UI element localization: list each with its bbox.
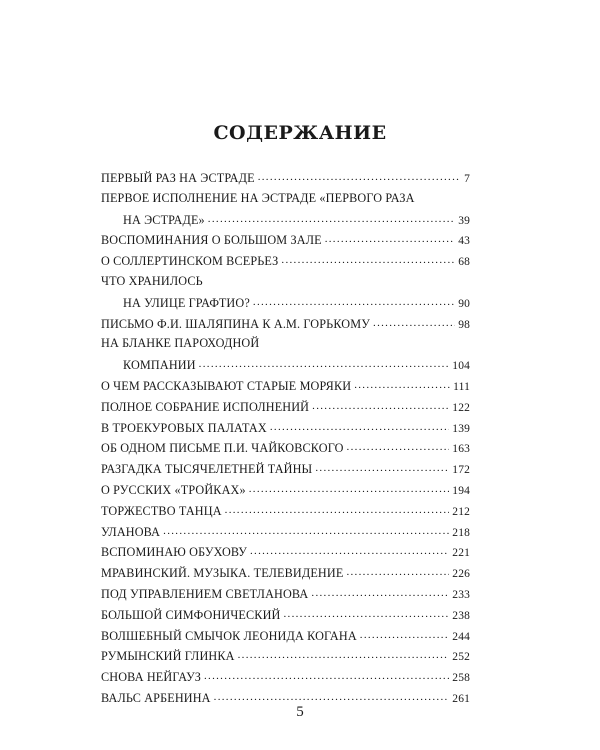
toc-entry (101, 586, 470, 607)
toc-entry (101, 274, 470, 316)
toc-entry-title: О РУССКИХ «ТРОЙКАХ» (101, 482, 246, 497)
toc-entry-title: В ТРОЕКУРОВЫХ ПАЛАТАХ (101, 420, 267, 435)
toc-entry-title: СНОВА НЕЙГАУЗ (101, 670, 201, 685)
toc-entry-title: ПЕРВЫЙ РАЗ НА ЭСТРАДЕ (101, 171, 255, 185)
toc-entry-page: 218 (452, 526, 470, 539)
dot-leader (325, 232, 455, 244)
toc-entry-line (101, 461, 470, 482)
toc-entry-title: РАЗГАДКА ТЫСЯЧЕЛЕТНЕЙ ТАЙНЫ (101, 462, 313, 477)
toc-entry-title: ТОРЖЕСТВО ТАНЦА (101, 503, 222, 518)
toc-entry-page: 43 (458, 235, 470, 248)
toc-entry-title: ПИСЬМО Ф.И. ШАЛЯПИНА К А.М. ГОРЬКОМУ (101, 316, 371, 331)
toc-entry-title: О ЧЕМ РАССКАЗЫВАЮТ СТАРЫЕ МОРЯКИ (101, 378, 352, 393)
dot-leader (346, 565, 449, 577)
toc-entry-title: НА ЭСТРАДЕ» (123, 212, 205, 227)
toc-entry-line (101, 503, 470, 524)
toc-entry-page: 111 (453, 380, 470, 393)
dot-leader (312, 399, 449, 411)
toc-entry-title: УЛАНОВА (101, 524, 161, 539)
toc-entry (101, 440, 470, 461)
toc-entry (101, 544, 470, 565)
toc-entry-line (101, 586, 470, 607)
toc-entry-line (101, 565, 470, 586)
toc-entry-line (101, 212, 470, 233)
toc-entry-line (101, 628, 470, 649)
toc-entry-line (101, 669, 470, 690)
toc-entry-line (101, 253, 470, 274)
toc-entry (101, 316, 470, 337)
toc-entry (101, 648, 470, 669)
toc-entry (101, 669, 470, 690)
toc-entry-title: ОБ ОДНОМ ПИСЬМЕ П.И. ЧАЙКОВСКОГО (101, 441, 344, 456)
toc-entry (101, 232, 470, 253)
toc-entry-page: 261 (452, 692, 470, 705)
toc-entry-page: 238 (452, 609, 470, 622)
dot-leader (373, 316, 455, 328)
toc-entry-line (101, 357, 470, 378)
dot-leader (347, 440, 450, 452)
dot-leader (199, 357, 450, 369)
table-of-contents (101, 170, 470, 711)
dot-leader (315, 461, 449, 473)
toc-entry-line (101, 336, 470, 357)
contents-heading: СОДЕРЖАНИЕ (213, 122, 387, 144)
dot-leader (250, 544, 449, 556)
toc-entry-page: 244 (452, 630, 470, 643)
dot-leader (163, 524, 449, 536)
toc-entry-line (101, 170, 470, 191)
toc-entry-page: 104 (452, 360, 470, 373)
dot-leader (258, 170, 461, 182)
toc-entry-line (101, 524, 470, 545)
toc-entry-line (101, 482, 470, 503)
toc-entry-title: ЧТО ХРАНИЛОСЬ (101, 273, 203, 288)
toc-entry-page: 68 (458, 256, 470, 269)
toc-entry-title: МРАВИНСКИЙ. МУЗЫКА. ТЕЛЕВИДЕНИЕ (101, 566, 344, 581)
dot-leader (270, 420, 449, 432)
toc-entry-line (101, 544, 470, 565)
toc-entry-page: 98 (458, 318, 470, 331)
toc-entry (101, 628, 470, 649)
toc-entry-title: ПЕРВОЕ ИСПОЛНЕНИЕ НА ЭСТРАДЕ «ПЕРВОГО РАЗА (101, 190, 415, 205)
toc-entry-page: 226 (452, 568, 470, 581)
toc-entry-line (101, 316, 470, 337)
dot-leader (214, 690, 450, 702)
toc-entry-line (101, 399, 470, 420)
toc-entry-page: 39 (458, 214, 470, 227)
toc-entry (101, 420, 470, 441)
toc-entry-title: ВОЛШЕБНЫЙ СМЫЧОК ЛЕОНИДА КОГАНА (101, 628, 357, 643)
toc-entry-title: ВОСПОМИНАНИЯ О БОЛЬШОМ ЗАЛЕ (101, 233, 322, 248)
toc-entry-line (101, 295, 470, 316)
toc-entry-line (101, 274, 470, 295)
toc-entry-line (101, 440, 470, 461)
dot-leader (225, 503, 450, 515)
toc-entry (101, 170, 470, 191)
toc-entry (101, 482, 470, 503)
toc-entry (101, 253, 470, 274)
toc-entry (101, 191, 470, 233)
toc-entry-page: 212 (452, 505, 470, 518)
dot-leader (208, 212, 455, 224)
toc-entry-title: ВАЛЬС АРБЕНИНА (101, 690, 211, 705)
toc-entry (101, 524, 470, 545)
toc-entry (101, 336, 470, 378)
toc-entry (101, 607, 470, 628)
dot-leader (281, 253, 455, 265)
toc-entry-line (101, 378, 470, 399)
toc-entry-page: 252 (452, 651, 470, 664)
toc-entry-page: 233 (452, 588, 470, 601)
toc-entry-line (101, 420, 470, 441)
dot-leader (253, 295, 455, 307)
dot-leader (249, 482, 450, 494)
toc-entry-line (101, 232, 470, 253)
toc-entry-page: 221 (452, 547, 470, 560)
toc-entry (101, 565, 470, 586)
toc-entry-title: ПОЛНОЕ СОБРАНИЕ ИСПОЛНЕНИЙ (101, 399, 310, 414)
toc-entry-title: ПОД УПРАВЛЕНИЕМ СВЕТЛАНОВА (101, 586, 309, 601)
toc-entry (101, 503, 470, 524)
toc-entry-page: 172 (452, 464, 470, 477)
dot-leader (238, 648, 450, 660)
toc-entry-title: О СОЛЛЕРТИНСКОМ ВСЕРЬЕЗ (101, 254, 279, 269)
toc-entry-title: НА УЛИЦЕ ГРАФТИО? (123, 295, 250, 310)
toc-entry-title: БОЛЬШОЙ СИМФОНИЧЕСКИЙ (101, 607, 281, 622)
dot-leader (354, 378, 450, 390)
toc-entry-title: НА БЛАНКЕ ПАРОХОДНОЙ (101, 336, 260, 351)
toc-entry-title: КОМПАНИИ (123, 358, 196, 373)
toc-entry-page: 258 (452, 672, 470, 685)
dot-leader (283, 607, 449, 619)
toc-entry-page: 90 (458, 297, 470, 310)
toc-entry-title: РУМЫНСКИЙ ГЛИНКА (101, 649, 235, 664)
dot-leader (360, 628, 450, 640)
toc-entry-page: 7 (464, 173, 470, 185)
toc-entry-page: 194 (452, 484, 470, 497)
dot-leader (204, 669, 449, 681)
dot-leader (311, 586, 449, 598)
toc-entry (101, 378, 470, 399)
page-number: 5 (296, 704, 304, 720)
toc-entry (101, 399, 470, 420)
toc-entry (101, 461, 470, 482)
toc-entry-page: 122 (452, 401, 470, 414)
toc-entry-line (101, 648, 470, 669)
toc-entry-page: 139 (452, 422, 470, 435)
toc-entry-line (101, 191, 470, 212)
toc-entry-line (101, 607, 470, 628)
toc-entry-title: ВСПОМИНАЮ ОБУХОВУ (101, 545, 247, 560)
toc-entry-page: 163 (452, 443, 470, 456)
